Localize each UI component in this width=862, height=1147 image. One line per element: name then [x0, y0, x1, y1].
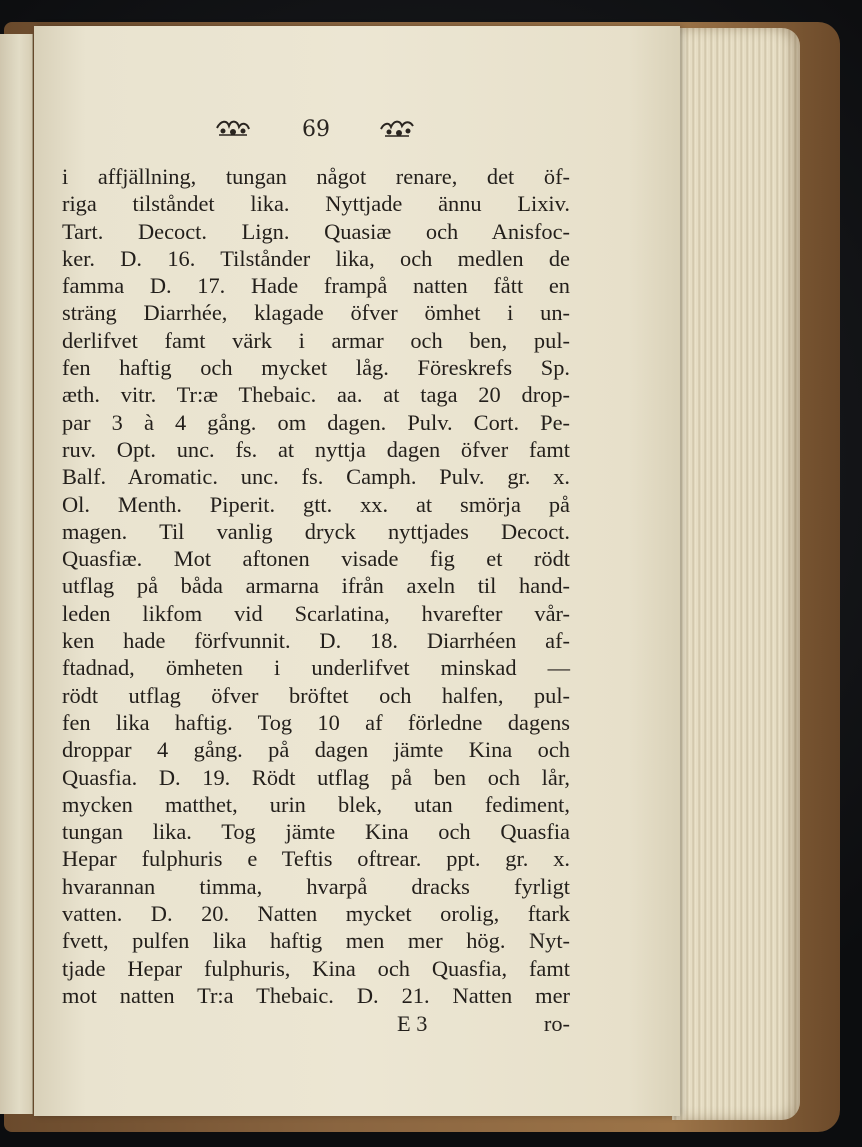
- catchword: ro-: [543, 1011, 570, 1036]
- text-line: ken hade förfvunnit. D. 18. Diarrhéen af-: [62, 628, 570, 654]
- text-line: fen haftig och mycket låg. Föreskrefs Sp.: [62, 355, 570, 381]
- text-line: sträng Diarrhée, klagade öfver ömhet i un-: [62, 300, 570, 326]
- text-line: hvarannan timma, hvarpå dracks fyrligt: [62, 873, 570, 899]
- text-line: utflag på båda armarna ifrån axeln til hand-: [62, 573, 570, 599]
- text-line: famma D. 17. Hade frampå natten fått en: [62, 273, 570, 299]
- text-line: ruv. Opt. unc. fs. at nyttja dagen öfver famt: [62, 436, 570, 462]
- page-number: 69: [302, 117, 330, 142]
- page-footer: [62, 1010, 570, 1038]
- text-line: mycken matthet, urin blek, utan fediment,: [62, 791, 570, 817]
- ornament-left-icon: [215, 116, 251, 138]
- text-line: Ol. Menth. Piperit. gtt. xx. at smörja på: [62, 491, 570, 517]
- text-line: Balf. Aromatic. unc. fs. Camph. Pulv. gr. x.: [62, 464, 570, 490]
- signature-mark: E 3: [397, 1011, 428, 1036]
- text-line: vatten. D. 20. Natten mycket orolig, ftark: [62, 901, 570, 927]
- text-line: derlifvet famt värk i armar och ben, pul-: [62, 327, 570, 353]
- ornament-right-icon: [379, 116, 415, 138]
- text-line: ker. D. 16. Tilstånder lika, och medlen de: [62, 245, 570, 271]
- page-header: [34, 110, 680, 150]
- text-line: Hepar fulphuris e Teftis oftrear. ppt. gr. x.: [62, 846, 570, 872]
- text-line: Quasfia. D. 19. Rödt utflag på ben och lår,: [62, 764, 570, 790]
- text-line: Quasfiæ. Mot aftonen visade fig et rödt: [62, 546, 570, 572]
- text-line: æth. vitr. Tr:æ Thebaic. aa. at taga 20 drop-: [62, 382, 570, 408]
- book-page: [34, 26, 680, 1116]
- text-line: fen lika haftig. Tog 10 af förledne dagens: [62, 709, 570, 735]
- text-line: tungan lika. Tog jämte Kina och Quasfia: [62, 819, 570, 845]
- text-line: tjade Hepar fulphuris, Kina och Quasfia, famt: [62, 955, 570, 981]
- page-edges: [672, 28, 800, 1120]
- text-line: riga tilståndet lika. Nyttjade ännu Lixiv.: [62, 191, 570, 217]
- text-line: magen. Til vanlig dryck nyttjades Decoct.: [62, 518, 570, 544]
- text-line: rödt utflag öfver bröftet och halfen, pul-: [62, 682, 570, 708]
- text-line: par 3 à 4 gång. om dagen. Pulv. Cort. Pe-: [62, 409, 570, 435]
- facing-page-edge: [0, 34, 33, 1114]
- text-line: leden likfom vid Scarlatina, hvarefter vår-: [62, 600, 570, 626]
- text-line: fvett, pulfen lika haftig men mer hög. Nyt-: [62, 928, 570, 954]
- text-line: Tart. Decoct. Lign. Quasiæ och Anisfoc-: [62, 218, 570, 244]
- body-text: [62, 163, 570, 1009]
- text-line: droppar 4 gång. på dagen jämte Kina och: [62, 737, 570, 763]
- text-line: mot natten Tr:a Thebaic. D. 21. Natten mer: [62, 982, 570, 1008]
- text-line: ftadnad, ömheten i underlifvet minskad —: [62, 655, 570, 681]
- text-line: i affjällning, tungan något renare, det öf-: [62, 164, 570, 189]
